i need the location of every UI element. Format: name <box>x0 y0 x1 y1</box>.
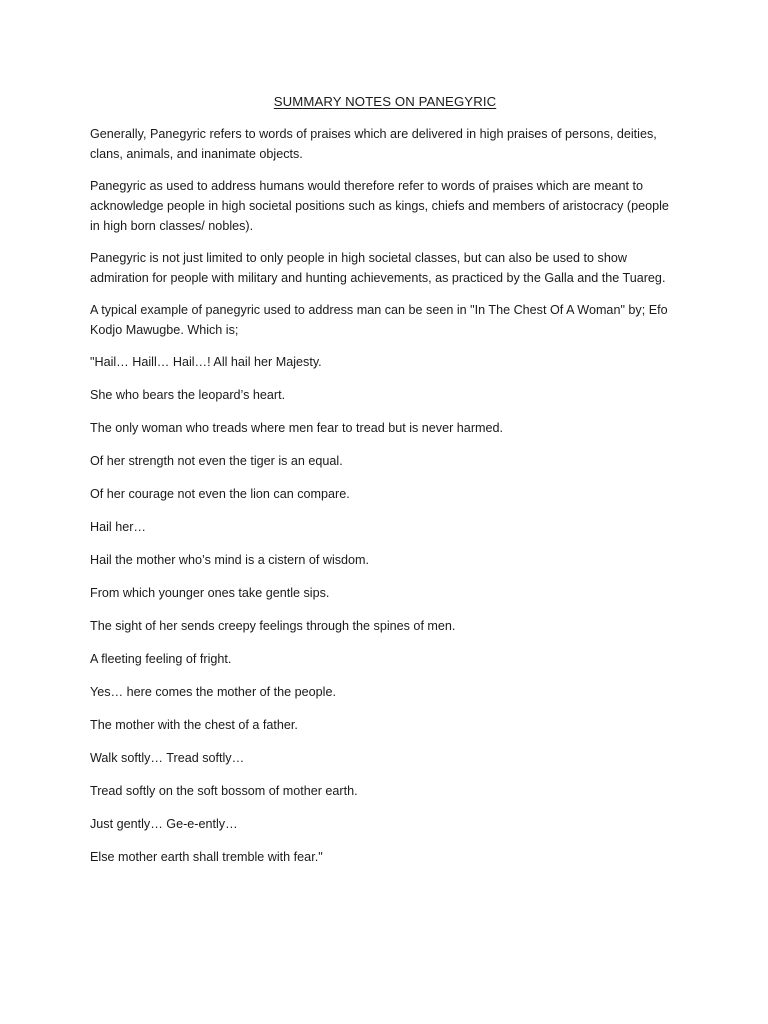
poem-line: A fleeting feeling of fright. <box>90 652 232 666</box>
poem-line: Just gently… Ge-e-ently… <box>90 817 238 831</box>
paragraph-admiration: Panegyric is not just limited to only people in high societal classes, but can also be used to show admiration for people with military and hunting achievements, as practiced by the Galla and the Tuareg. <box>90 251 666 285</box>
poem-line: The only woman who treads where men fear to tread but is never harmed. <box>90 421 504 435</box>
poem-line: She who bears the leopard’s heart. <box>90 388 286 402</box>
poem-line: Of her strength not even the tiger is an equal. <box>90 454 343 468</box>
poem-line: Tread softly on the soft bossom of mother earth. <box>90 784 358 798</box>
paragraph-humans: Panegyric as used to address humans would therefore refer to words of praises which are meant to acknowledge people in high societal positions such as kings, chiefs and members of aristocracy (people in high born classes/ nobles). <box>90 179 669 233</box>
poem <box>90 352 680 867</box>
poem-line: "Hail… Haill… Hail…! All hail her Majesty. <box>90 355 322 369</box>
poem-line: The sight of her sends creepy feelings through the spines of men. <box>90 619 456 633</box>
poem-line: Else mother earth shall tremble with fear." <box>90 850 323 864</box>
poem-line: Of her courage not even the lion can compare. <box>90 487 350 501</box>
poem-line: Hail her… <box>90 520 146 534</box>
document-title: SUMMARY NOTES ON PANEGYRIC <box>273 94 497 109</box>
poem-line: Walk softly… Tread softly… <box>90 751 245 765</box>
poem-line: From which younger ones take gentle sips. <box>90 586 330 600</box>
poem-line: The mother with the chest of a father. <box>90 718 298 732</box>
paragraph-definition: Generally, Panegyric refers to words of praises which are delivered in high praises of persons, deities, clans, animals, and inanimate objects. <box>90 127 657 161</box>
poem-line: Hail the mother who’s mind is a cistern of wisdom. <box>90 553 370 567</box>
paragraph-example-intro: A typical example of panegyric used to address man can be seen in "In The Chest Of A Woman" by; Efo Kodjo Mawugbe. Which is; <box>90 303 668 337</box>
poem-line: Yes… here comes the mother of the people. <box>90 685 336 699</box>
document-body <box>90 92 680 880</box>
